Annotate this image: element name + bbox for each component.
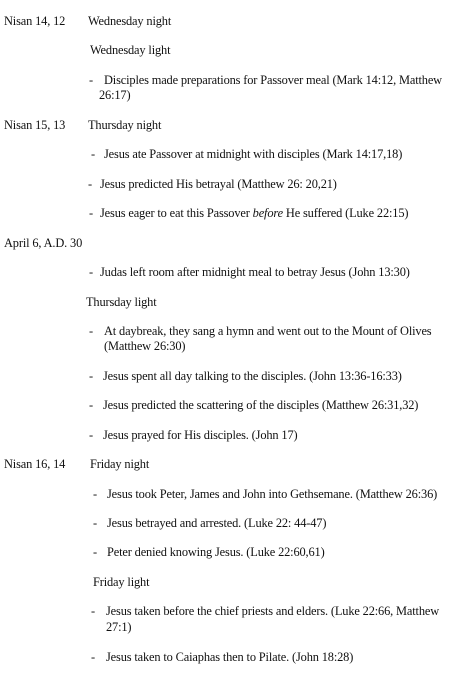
bullet-dash: - bbox=[93, 545, 97, 559]
event-text: Jesus prayed for His disciples. (John 17) bbox=[103, 428, 298, 442]
event-text-continued: 27:1) bbox=[106, 620, 132, 634]
event-text: Jesus taken before the chief priests and elders. (Luke 22:66, Matthew bbox=[106, 604, 440, 618]
event-text: Jesus predicted His betrayal (Matthew 26: 20,21) bbox=[100, 177, 337, 191]
bullet-dash: - bbox=[89, 73, 93, 87]
period-label: Thursday light bbox=[86, 295, 157, 309]
period-label: Thursday night bbox=[88, 118, 162, 132]
period-label: Wednesday light bbox=[90, 43, 171, 57]
bullet-dash: - bbox=[93, 487, 97, 501]
period-label: Wednesday night bbox=[88, 14, 172, 28]
period-label: Friday light bbox=[93, 575, 150, 589]
bullet-dash: - bbox=[93, 516, 97, 530]
date-april-6: April 6, A.D. 30 bbox=[4, 236, 83, 250]
bullet-dash: - bbox=[89, 398, 93, 412]
event-text-part: Jesus eager to eat this Passover bbox=[100, 206, 253, 220]
event-text: Peter denied knowing Jesus. (Luke 22:60,61) bbox=[107, 545, 325, 559]
event-text: Jesus predicted the scattering of the disciples (Matthew 26:31,32) bbox=[103, 398, 419, 412]
event-text: Disciples made preparations for Passover meal (Mark 14:12, Matthew bbox=[104, 73, 442, 87]
bullet-dash: - bbox=[91, 650, 95, 664]
event-text: Judas left room after midnight meal to betray Jesus (John 13:30) bbox=[100, 265, 410, 279]
event-text-emphasis: before bbox=[252, 206, 283, 220]
bullet-dash: - bbox=[89, 324, 93, 338]
event-text: Jesus spent all day talking to the disciples. (John 13:36-16:33) bbox=[103, 369, 402, 383]
bullet-dash: - bbox=[89, 206, 93, 220]
event-text: Jesus betrayed and arrested. (Luke 22: 44-47) bbox=[107, 516, 327, 530]
event-text: Jesus ate Passover at midnight with disciples (Mark 14:17,18) bbox=[104, 147, 403, 161]
event-text: Jesus taken to Caiaphas then to Pilate. (John 18:28) bbox=[106, 650, 354, 664]
event-text bbox=[100, 206, 408, 220]
date-nisan-14: Nisan 14, 12 bbox=[4, 14, 66, 28]
bullet-dash: - bbox=[89, 265, 93, 279]
event-text-continued: 26:17) bbox=[99, 88, 131, 102]
event-text-continued: (Matthew 26:30) bbox=[104, 339, 186, 353]
bullet-dash: - bbox=[89, 369, 93, 383]
period-label: Friday night bbox=[90, 457, 150, 471]
date-nisan-15: Nisan 15, 13 bbox=[4, 118, 66, 132]
event-text: Jesus took Peter, James and John into Gethsemane. (Matthew 26:36) bbox=[107, 487, 438, 501]
event-text: At daybreak, they sang a hymn and went out to the Mount of Olives bbox=[104, 324, 432, 338]
bullet-dash: - bbox=[89, 428, 93, 442]
bullet-dash: - bbox=[91, 147, 95, 161]
date-nisan-16: Nisan 16, 14 bbox=[4, 457, 66, 471]
bullet-dash: - bbox=[91, 604, 95, 618]
bullet-dash: - bbox=[88, 177, 92, 191]
event-text-part: He suffered (Luke 22:15) bbox=[282, 206, 409, 220]
